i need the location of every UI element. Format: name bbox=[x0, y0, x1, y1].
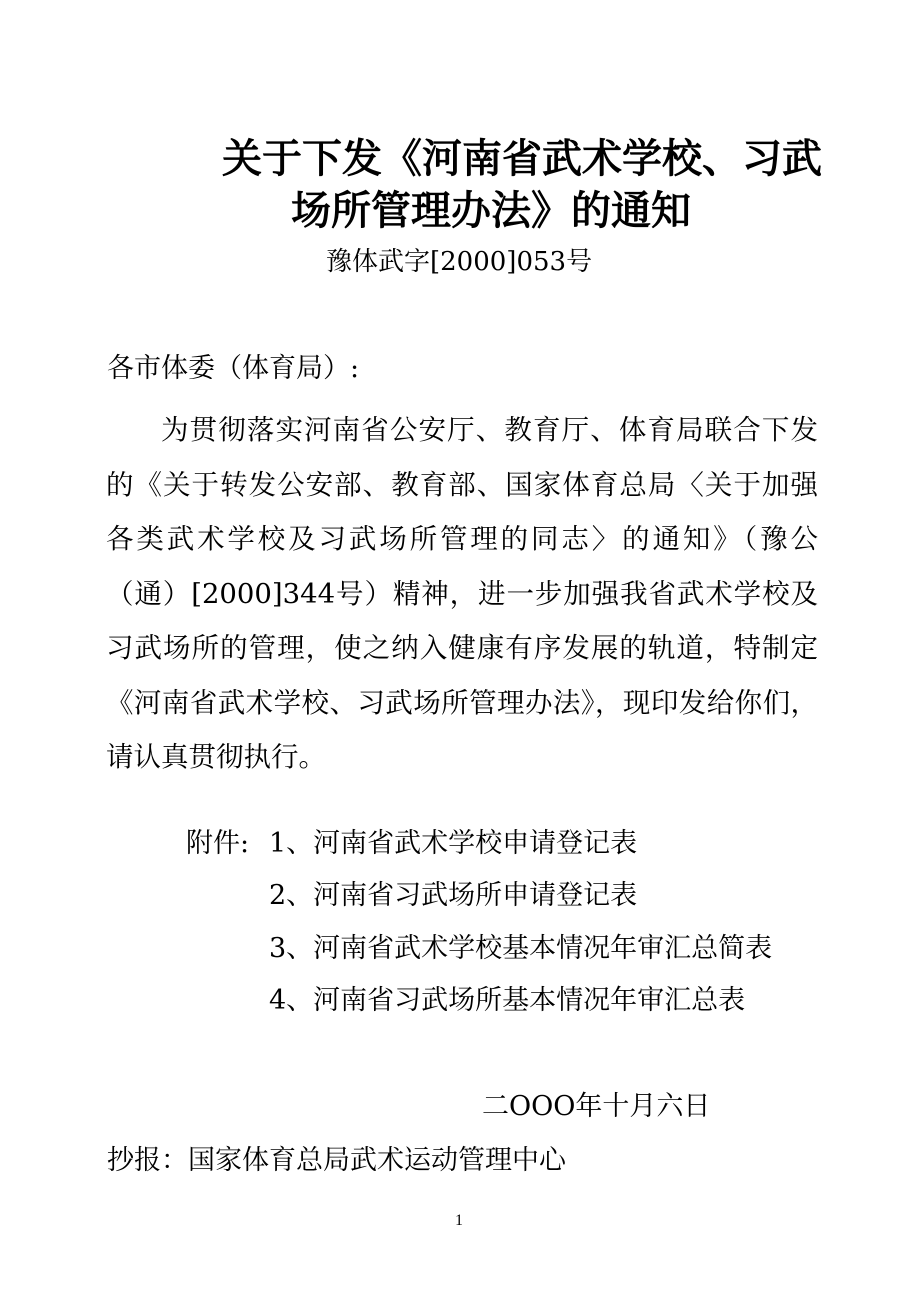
document-number: 豫体武字[2000]053号 bbox=[326, 247, 593, 277]
attachment-item: 3、河南省武术学校基本情况年审汇总简表 bbox=[269, 933, 773, 964]
body-paragraph: 为贯彻落实河南省公安厅、教育厅、体育局联合下发的《关于转发公安部、教育部、国家体育总局〈关于加强各类武术学校及习武场所管理的同志〉的通知》（豫公（通）[2000]344号）精神，进一步加强我省武术学校及习武场所的管理，使之纳入健康有序发展的轨道，特制定《河南省武术学校、习武场所管理办法》，现印发给你们，请认真贯彻执行。 bbox=[106, 414, 818, 773]
attachment-item: 2、河南省习武场所申请登记表 bbox=[269, 880, 638, 911]
document-title-line-1: 关于下发《河南省武术学校、习武 bbox=[222, 136, 822, 182]
attachment-item: 1、河南省武术学校申请登记表 bbox=[269, 828, 638, 859]
attachments-label: 附件: bbox=[186, 828, 250, 859]
issue-date: 二OOO年十月六日 bbox=[482, 1091, 711, 1122]
carbon-copy-line: 抄报：国家体育总局武术运动管理中心 bbox=[107, 1145, 566, 1176]
page-number: 1 bbox=[455, 1212, 463, 1229]
document-title-line-2: 场所管理办法》的通知 bbox=[291, 188, 691, 234]
attachment-item: 4、河南省习武场所基本情况年审汇总表 bbox=[269, 985, 746, 1016]
salutation: 各市体委（体育局）: bbox=[107, 353, 360, 384]
